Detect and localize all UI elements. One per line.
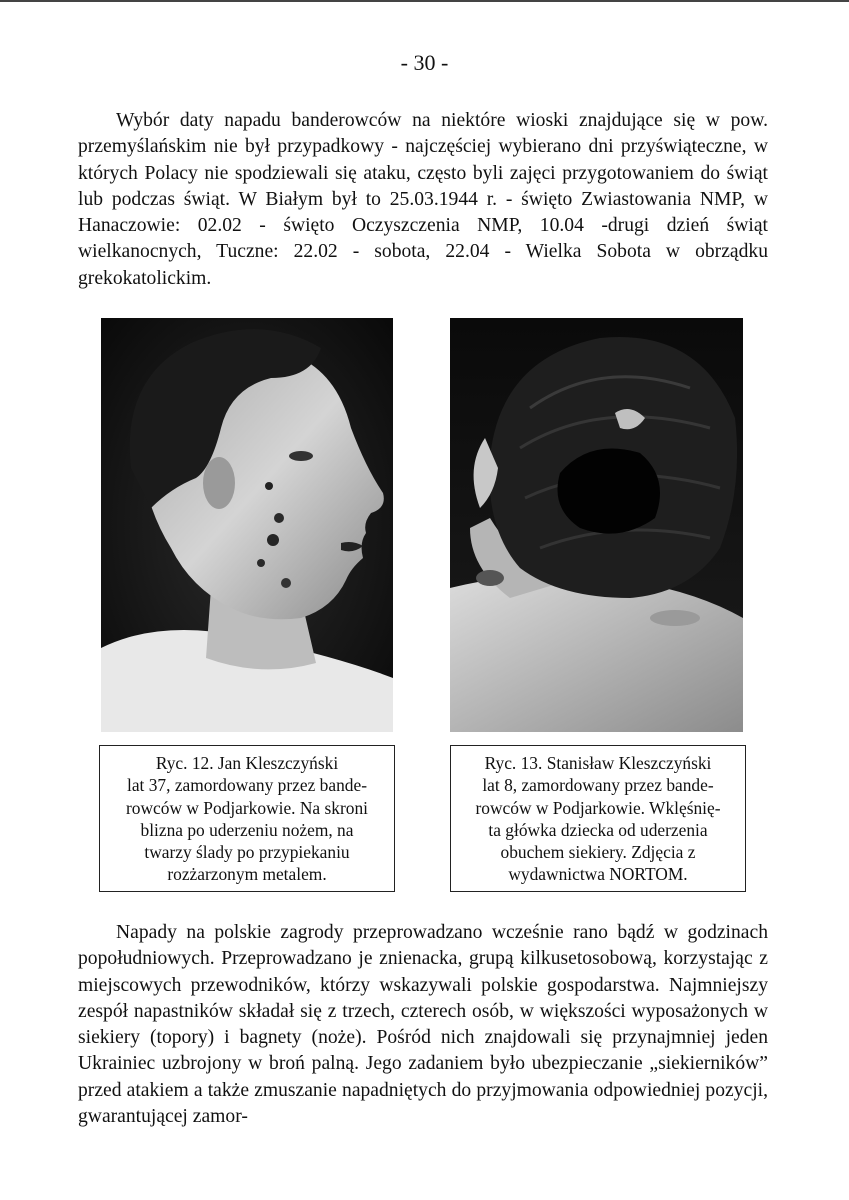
body-paragraph-1: Wybór daty napadu banderowców na niektóre wioski znajdujące się w pow. przemyślańskim nie był przypadkowy - najczęściej wybierano dni przyświąteczne, w których Polacy nie spodziewali się ataku, często byli zajęci przygotowaniem do świąt lub podczas świąt. W Białym był to 25.03.1944 r. - święto Zwiastowania NMP, w Hanaczowie: 02.02 - święto Oczyszczenia NMP, 10.04 -drugi dzień świąt wielkanocnych, Tuczne: 22.02 - sobota, 22.04 - Wielka Sobota w obrządku grekokatolickim. [78, 110, 768, 289]
caption-line: obuchem siekiery. Zdjęcia z [500, 842, 696, 863]
caption-line: lat 37, zamordowany przez bande- [127, 775, 367, 796]
caption-line: rowców w Podjarkowie. Na skroni [126, 797, 368, 818]
caption-line: twarzy ślady po przypiekaniu [144, 842, 350, 863]
photo-child-head-wound [450, 318, 743, 732]
page-number: - 30 - [400, 50, 449, 75]
caption-line: rowców w Podjarkowie. Wklęśnię- [475, 797, 721, 818]
photo-man-profile [101, 318, 393, 732]
caption-line: Ryc. 13. Stanisław Kleszczyński [484, 753, 712, 773]
caption-line: blizna po uderzeniu nożem, na [140, 819, 354, 840]
caption-line: wydawnictwa NORTOM. [508, 864, 688, 885]
body-paragraph-2: Napady na polskie zagrody przeprowadzano wcześnie rano bądź w godzinach popołudniowych. Przeprowadzano je znienacka, grupą kilkusetosobową, korzystając z miejscowych przewodników, którzy wskazywali polskie gospodarstwa. Najmniejszy zespół napastników składał się z trzech, czterech osób, w większości wyposażonych w siekiery (topory) i bagnety (noże). Pośród nich znajdowali się przynajmniej jeden Ukrainiec uzbrojony w broń palną. Jego zadaniem było ubezpieczanie „siekierników” przed atakiem a także zmuszanie napadniętych do przyjmowania odpowiedniej pozycji, gwarantującej zamor- [78, 922, 768, 1128]
caption-line: ta główka dziecka od uderzenia [488, 819, 708, 840]
caption-line: Ryc. 12. Jan Kleszczyński [155, 753, 339, 773]
top-rule [0, 0, 849, 2]
figure-12-caption [99, 745, 395, 892]
caption-line: rozżarzonym metalem. [167, 864, 327, 885]
caption-line: lat 8, zamordowany przez bande- [482, 775, 714, 796]
figure-13-caption [450, 745, 746, 892]
